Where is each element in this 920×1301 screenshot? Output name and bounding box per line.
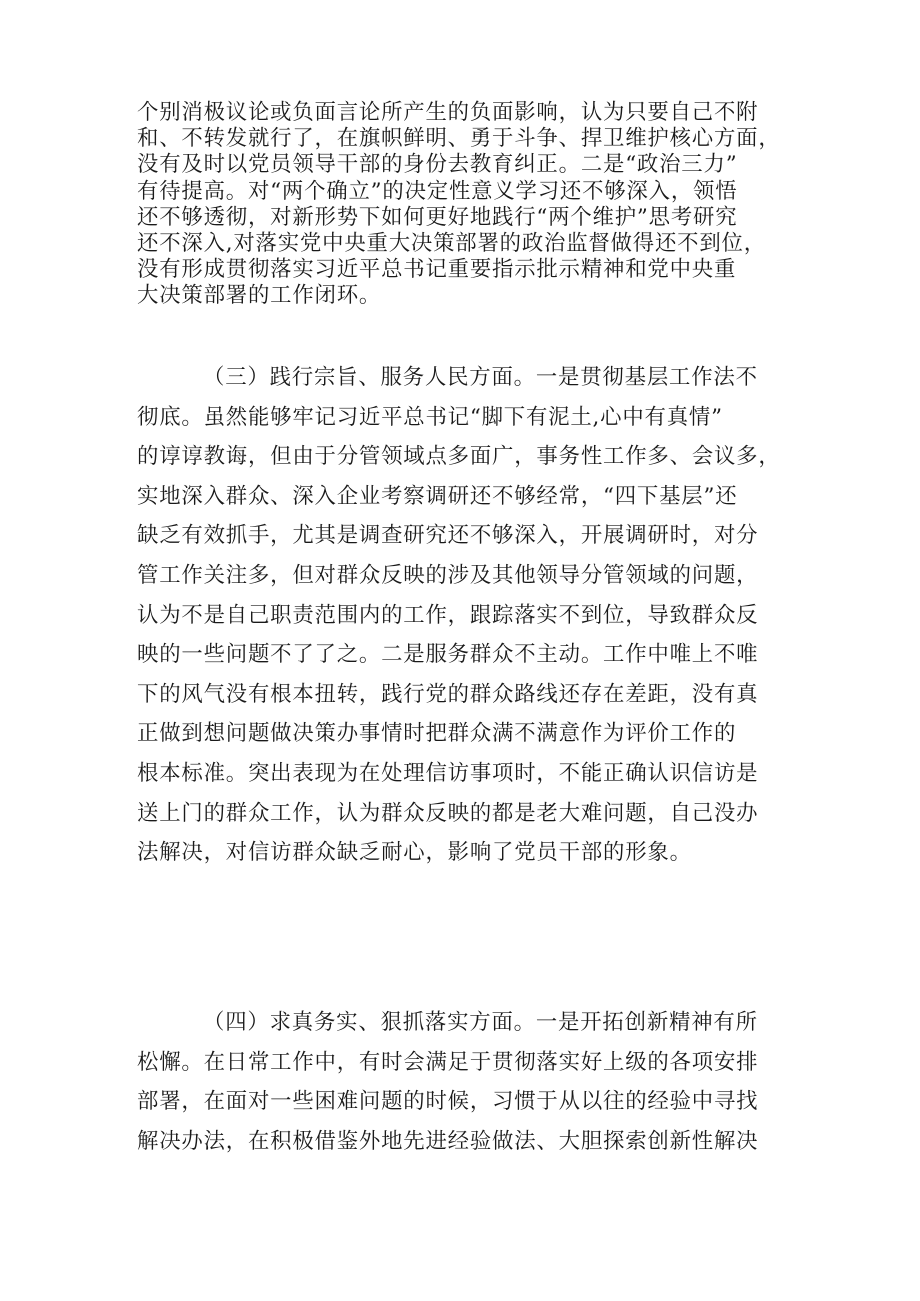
text-line: 根本标准。突出表现为在处理信访事项时，不能正确认识信访是 [137, 760, 759, 786]
section-3-heading-line: （三）践行宗旨、服务人民方面。一是贯彻基层工作法不 [203, 365, 758, 390]
text-line: 正做到想问题做决策办事情时把群众满不满意作为评价工作的 [137, 721, 737, 747]
text-line: 下的风气没有根本扭转，践行党的群众路线还存在差距，没有真 [137, 681, 759, 707]
text-line: 缺乏有效抓手，尤其是调查研究还不够深入，开展调研时，对分 [137, 523, 759, 549]
text-line: 解决办法，在积极借鉴外地先进经验做法、大胆探索创新性解决 [137, 1128, 759, 1154]
text-line: 和、不转发就行了，在旗帜鲜明、勇于斗争、捍卫维护核心方面， [137, 126, 781, 152]
text-line: 认为不是自己职责范围内的工作，跟踪落实不到位，导致群众反 [137, 602, 759, 628]
text-line: 部署，在面对一些困难问题的时候，习惯于从以往的经验中寻找 [137, 1089, 759, 1115]
text-line: 的谆谆教诲，但由于分管领域点多面广，事务性工作多、会议多， [137, 444, 781, 470]
section-4-heading-line: （四）求真务实、狠抓落实方面。一是开拓创新精神有所 [203, 1010, 758, 1035]
text-line: 个别消极议论或负面言论所产生的负面影响，认为只要自己不附 [137, 100, 759, 125]
text-line: 实地深入群众、深入企业考察调研还不够经常，“四下基层”还 [137, 483, 738, 509]
text-line: 映的一些问题不了了之。二是服务群众不主动。工作中唯上不唯 [137, 642, 759, 668]
section-4-paragraph [137, 1003, 797, 1161]
text-line: 彻底。虽然能够牢记习近平总书记“脚下有泥土,心中有真情” [137, 404, 723, 430]
text-line: 管工作关注多，但对群众反映的涉及其他领导分管领域的问题， [137, 562, 759, 588]
text-line: 还不够透彻，对新形势下如何更好地践行“两个维护”思考研究 [137, 204, 738, 230]
text-line: 没有形成贯彻落实习近平总书记重要指示批示精神和党中央重 [137, 257, 737, 283]
text-line: 有待提高。对“两个确立”的决定性意义学习还不够深入，领悟 [137, 178, 738, 204]
text-line: 法解决，对信访群众缺乏耐心，影响了党员干部的形象。 [137, 840, 692, 866]
text-line: 送上门的群众工作，认为群众反映的都是老大难问题，自己没办 [137, 800, 759, 826]
section-3-paragraph [137, 358, 797, 873]
text-line: 还不深入,对落实党中央重大决策部署的政治监督做得还不到位， [137, 230, 766, 256]
section-2-continuation [137, 100, 797, 310]
text-line: 大决策部署的工作闭环。 [137, 283, 382, 309]
text-line: 没有及时以党员领导干部的身份去教育纠正。二是“政治三力” [137, 152, 738, 178]
text-line: 松懈。在日常工作中，有时会满足于贯彻落实好上级的各项安排 [137, 1049, 759, 1075]
